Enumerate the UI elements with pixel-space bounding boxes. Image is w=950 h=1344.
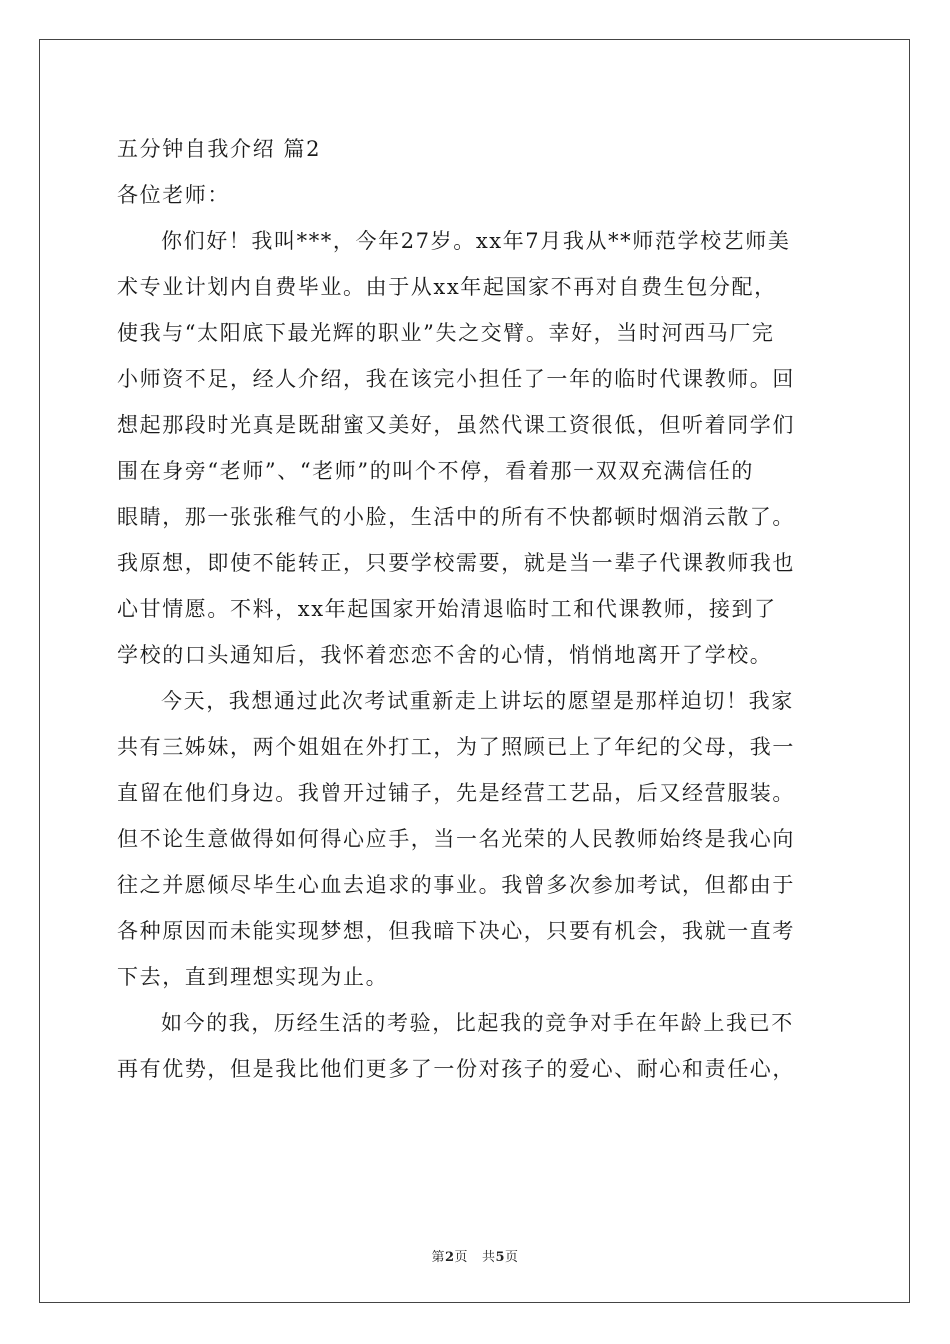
paragraph-line: 往之并愿倾尽毕生心血去追求的事业。我曾多次参加考试，但都由于	[117, 873, 795, 897]
document-title: 五分钟自我介绍 篇2	[117, 137, 322, 161]
paragraph-line: 术专业计划内自费毕业。由于从xx年起国家不再对自费生包分配，	[117, 275, 777, 299]
paragraph-line: 我原想，即使不能转正，只要学校需要，就是当一辈子代课教师我也	[117, 551, 795, 575]
paragraph-2	[117, 678, 833, 1000]
paragraph-line: 但不论生意做得如何得心应手，当一名光荣的人民教师始终是我心向	[117, 827, 795, 851]
paragraph-line: 围在身旁“老师”、“老师”的叫个不停，看着那一双双充满信任的	[117, 459, 754, 483]
paragraph-line: 心甘情愿。不料，xx年起国家开始清退临时工和代课教师，接到了	[117, 597, 777, 621]
paragraph-line: 你们好！我叫***，今年27岁。xx年7月我从**师范学校艺师美	[161, 229, 791, 253]
paragraph-line: 想起那段时光真是既甜蜜又美好，虽然代课工资很低，但听着同学们	[117, 413, 795, 437]
total-prefix: 共	[481, 1250, 496, 1265]
paragraph-1	[117, 218, 833, 678]
paragraph-line: 再有优势，但是我比他们更多了一份对孩子的爱心、耐心和责任心，	[117, 1057, 795, 1081]
paragraph-line: 眼睛，那一张张稚气的小脸，生活中的所有不快都顿时烟消云散了。	[117, 505, 795, 529]
page-suffix: 页	[454, 1250, 469, 1265]
page-footer	[0, 1246, 950, 1265]
paragraph-line: 小师资不足，经人介绍，我在该完小担任了一年的临时代课教师。回	[117, 367, 795, 391]
paragraph-line: 使我与“太阳底下最光辉的职业”失之交臂。幸好，当时河西马厂完	[117, 321, 775, 345]
paragraph-3	[117, 1000, 833, 1092]
total-suffix: 页	[505, 1250, 519, 1265]
salutation: 各位老师：	[117, 183, 230, 207]
paragraph-line: 学校的口头通知后，我怀着恋恋不舍的心情，悄悄地离开了学校。	[117, 643, 773, 667]
paragraph-line: 下去，直到理想实现为止。	[117, 965, 389, 989]
current-page-number: 2	[444, 1250, 455, 1265]
paragraph-line: 如今的我，历经生活的考验，比起我的竞争对手在年龄上我已不	[161, 1011, 794, 1035]
paragraph-line: 共有三姊妹，两个姐姐在外打工，为了照顾已上了年纪的父母，我一	[117, 735, 795, 759]
paragraph-line: 直留在他们身边。我曾开过铺子，先是经营工艺品，后又经营服装。	[117, 781, 795, 805]
page-prefix: 第	[431, 1250, 445, 1265]
paragraph-line: 今天，我想通过此次考试重新走上讲坛的愿望是那样迫切！我家	[161, 689, 794, 713]
total-page-count: 5	[495, 1250, 506, 1265]
paragraph-line: 各种原因而未能实现梦想，但我暗下决心，只要有机会，我就一直考	[117, 919, 795, 943]
document-body	[117, 126, 833, 1092]
